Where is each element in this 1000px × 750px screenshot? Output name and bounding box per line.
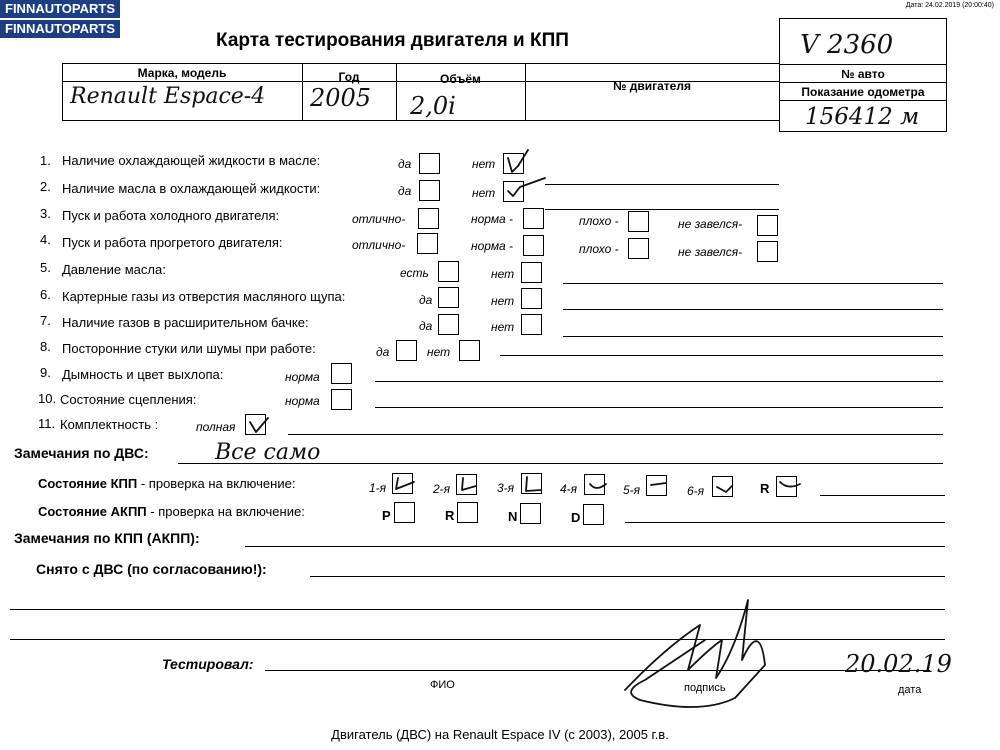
- item-num: 3.: [40, 206, 51, 221]
- item-label: Дымность и цвет выхлопа:: [62, 367, 224, 382]
- signature-icon: [625, 600, 765, 707]
- gear-label: 6-я: [687, 484, 705, 498]
- item-label: Состояние сцепления:: [60, 392, 197, 407]
- item-num: 10.: [38, 391, 57, 406]
- checkmark-icon: [508, 178, 545, 196]
- checkmark-icon: [651, 483, 666, 485]
- option-label: отлично-: [352, 212, 406, 226]
- gearbox-label: Состояние КПП: [38, 476, 138, 491]
- item-label: Наличие масла в охлаждающей жидкости:: [62, 181, 321, 196]
- option-label: плохо -: [579, 214, 619, 228]
- removed-label: Снято с ДВС (по согласованию!):: [36, 561, 267, 577]
- gear-label: 4-я: [560, 482, 578, 496]
- date-value: 20.02.19: [845, 650, 952, 678]
- option-label: нет: [491, 267, 515, 281]
- option-label: да: [398, 184, 412, 198]
- checkmark-icon: [396, 478, 414, 489]
- auto-gear-label: P: [382, 508, 391, 523]
- option-label: да: [419, 293, 433, 307]
- option-label: норма: [285, 394, 320, 408]
- print-date: Дата: 24.02.2019 (20:00:40): [905, 2, 994, 9]
- remarks-engine-value: Все само: [215, 440, 321, 465]
- odometer-header: Показание одометра: [801, 85, 925, 99]
- option-label: не завелся-: [678, 245, 743, 259]
- option-label: норма -: [471, 239, 514, 253]
- watermark-logo: FINNAUTOPARTS: [0, 0, 120, 18]
- checkmark-icon: [508, 150, 528, 172]
- gear-label: R: [760, 481, 770, 496]
- checkmark-icon: [462, 478, 476, 490]
- option-label: нет: [491, 294, 515, 308]
- item-label: Пуск и работа прогретого двигателя:: [62, 235, 283, 250]
- auto-gear-label: N: [508, 509, 518, 524]
- signature-label: подпись: [684, 682, 726, 694]
- checkmark-icon: [250, 418, 268, 432]
- date-label: дата: [898, 684, 922, 696]
- checkmark-icon: [526, 477, 541, 491]
- checkmark-icon: [717, 486, 732, 492]
- option-label: да: [398, 157, 412, 171]
- item-label: Наличие газов в расширительном бачке:: [62, 315, 309, 330]
- item-num: 1.: [40, 153, 51, 168]
- fio-label: ФИО: [430, 679, 455, 691]
- auto-gear-label: D: [571, 510, 581, 525]
- item-num: 6.: [40, 287, 51, 302]
- gearbox-text: - проверка на включение:: [137, 476, 296, 491]
- item-num: 2.: [40, 179, 51, 194]
- item-label: Комплектность :: [60, 417, 159, 432]
- option-label: норма: [285, 370, 320, 384]
- checkmark-icon: [780, 482, 800, 487]
- car-no-header: № авто: [841, 67, 885, 81]
- item-label: Посторонние стуки или шумы при работе:: [62, 341, 316, 356]
- item-num: 7.: [40, 313, 51, 328]
- option-label: не завелся-: [678, 217, 743, 231]
- page-title: Карта тестирования двигателя и КПП: [216, 30, 569, 51]
- volume-header: Объём: [440, 72, 481, 86]
- auto-text: - проверка на включение:: [146, 504, 305, 519]
- remarks-gearbox-label: Замечания по КПП (АКПП):: [14, 530, 200, 546]
- engine-no-header: № двигателя: [613, 79, 691, 93]
- option-label: полная: [196, 420, 236, 434]
- remarks-engine-label: Замечания по ДВС:: [14, 445, 149, 461]
- option-label: да: [419, 319, 433, 333]
- item-label: Пуск и работа холодного двигателя:: [62, 208, 280, 223]
- image-caption: Двигатель (ДВС) на Renault Espace IV (с 2003), 2005 г.в.: [331, 727, 669, 742]
- watermark-logo-2: FINNAUTOPARTS: [0, 20, 120, 38]
- option-label: нет: [427, 345, 451, 359]
- item-label: Картерные газы из отверстия масляного щупа:: [62, 289, 346, 304]
- item-label: Давление масла:: [62, 262, 166, 277]
- option-label: отлично-: [352, 238, 406, 252]
- gear-label: 3-я: [497, 481, 515, 495]
- option-label: да: [376, 345, 390, 359]
- option-label: нет: [491, 320, 515, 334]
- gear-label: 5-я: [623, 483, 641, 497]
- option-label: нет: [472, 157, 496, 171]
- gear-label: 1-я: [369, 481, 387, 495]
- item-num: 11.: [38, 416, 56, 431]
- odometer-value: 156412 м: [805, 104, 920, 130]
- checkmark-icon: [590, 484, 606, 488]
- auto-gear-label: R: [445, 508, 455, 523]
- car-code: V 2360: [800, 30, 894, 60]
- model-value: Renault Espace-4: [70, 84, 266, 109]
- item-num: 9.: [40, 365, 51, 380]
- item-num: 5.: [40, 260, 51, 275]
- gear-label: 2-я: [433, 482, 451, 496]
- item-label: Наличие охлаждающей жидкости в масле:: [62, 153, 321, 168]
- auto-label: Состояние АКПП: [38, 504, 147, 519]
- option-label: норма -: [471, 212, 514, 226]
- item-num: 8.: [40, 339, 51, 354]
- option-label: плохо -: [579, 242, 619, 256]
- year-value: 2005: [310, 84, 372, 112]
- tested-label: Тестировал:: [162, 656, 254, 672]
- year-header: Год: [338, 70, 360, 84]
- option-label: есть: [400, 266, 429, 280]
- item-num: 4.: [40, 232, 51, 247]
- volume-value: 2,0i: [410, 92, 456, 120]
- make-model-header: Марка, модель: [137, 66, 227, 80]
- option-label: нет: [472, 186, 496, 200]
